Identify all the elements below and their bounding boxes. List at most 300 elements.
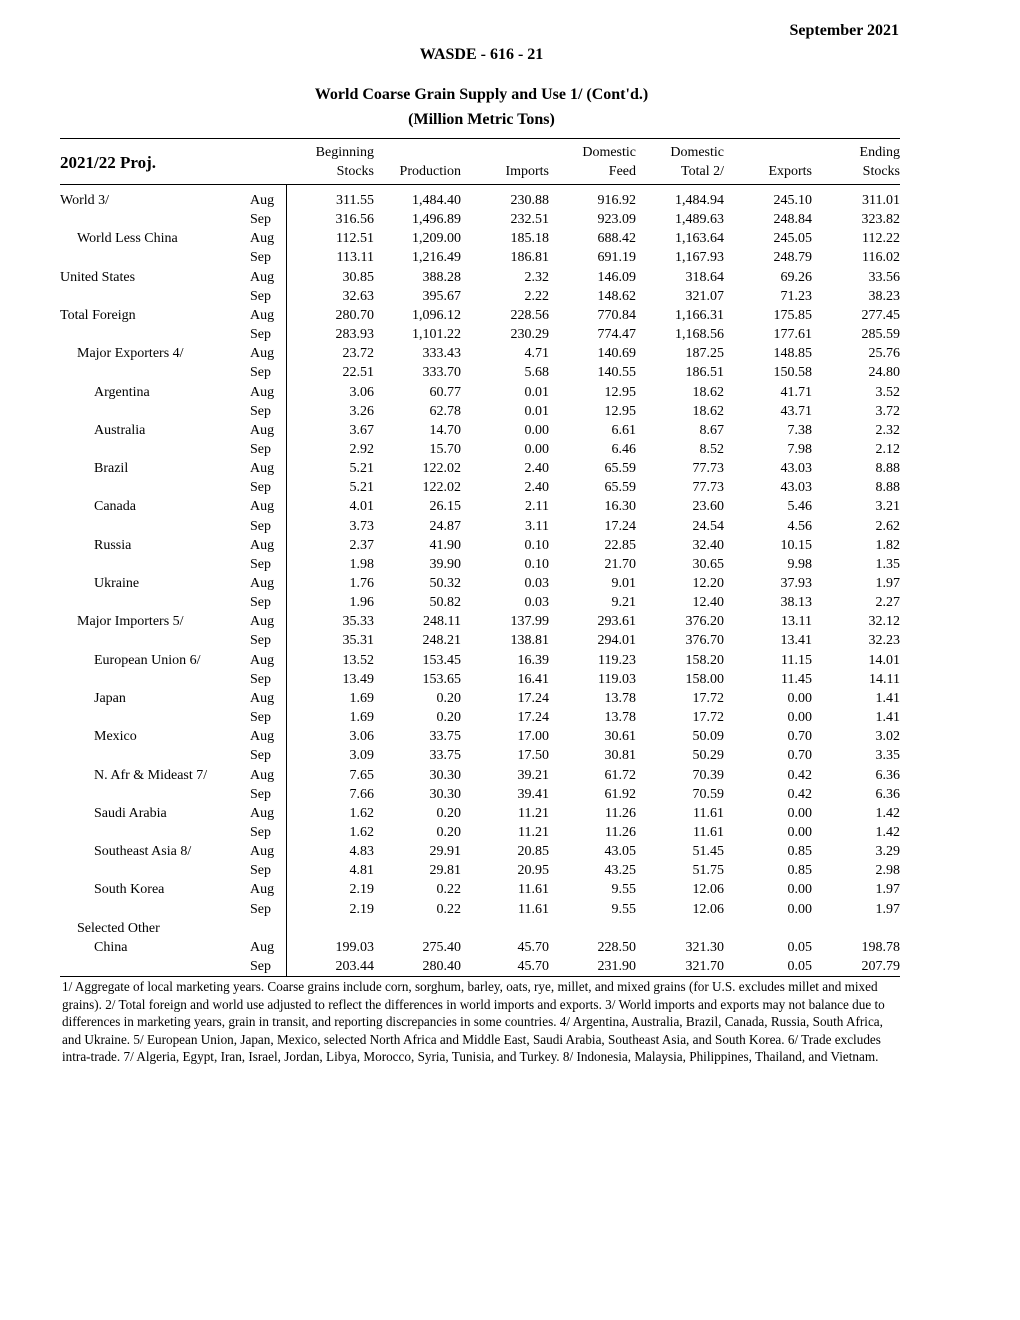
- cell-exports: 0.00: [787, 824, 812, 840]
- cell-imports: 3.11: [525, 518, 549, 534]
- cell-production: 50.32: [429, 576, 461, 591]
- row-month: Sep: [250, 959, 271, 974]
- cell-imports: 17.24: [517, 690, 549, 706]
- table-row: [60, 861, 900, 880]
- cell-production: 0.20: [436, 824, 461, 840]
- cell-ending-stocks: 1.41: [875, 690, 900, 706]
- cell-ending-stocks: 311.01: [862, 193, 900, 208]
- cell-production: 0.20: [436, 710, 461, 726]
- row-month: Sep: [250, 863, 271, 879]
- row-month: Sep: [250, 365, 271, 381]
- cell-domestic-feed: 691.19: [597, 250, 636, 266]
- cell-imports: 0.03: [524, 576, 549, 591]
- row-month: Aug: [250, 384, 275, 400]
- cell-domestic-total: 50.29: [692, 748, 724, 764]
- cell-ending-stocks: 6.36: [875, 767, 900, 783]
- cell-production: 122.02: [422, 480, 461, 496]
- row-label: Major Exporters 4/: [77, 346, 184, 362]
- table-row: [60, 900, 900, 919]
- row-month: Sep: [250, 633, 271, 649]
- cell-production: 333.70: [422, 365, 461, 381]
- table-row: [60, 287, 900, 306]
- cell-imports: 45.70: [517, 959, 549, 974]
- cell-exports: 0.85: [787, 844, 812, 860]
- cell-exports: 0.70: [787, 729, 812, 745]
- row-month: Sep: [250, 288, 271, 304]
- cell-exports: 9.98: [787, 556, 812, 572]
- table-row: [60, 823, 900, 842]
- cell-imports: 17.00: [517, 729, 549, 745]
- cell-ending-stocks: 3.02: [875, 729, 900, 745]
- cell-exports: 0.00: [787, 882, 812, 898]
- cell-domestic-total: 17.72: [692, 690, 724, 706]
- cell-production: 388.28: [422, 269, 461, 285]
- cell-exports: 0.00: [787, 710, 812, 726]
- cell-ending-stocks: 14.11: [869, 671, 900, 687]
- cell-domestic-feed: 21.70: [604, 556, 636, 572]
- cell-domestic-feed: 17.24: [604, 518, 636, 534]
- cell-domestic-feed: 6.61: [611, 422, 636, 438]
- row-label: Ukraine: [94, 576, 140, 591]
- cell-ending-stocks: 2.27: [875, 595, 900, 611]
- cell-ending-stocks: 8.88: [875, 461, 900, 477]
- cell-domestic-feed: 294.01: [597, 633, 636, 649]
- cell-beginning-stocks: 1.76: [349, 576, 374, 591]
- cell-imports: 20.95: [517, 863, 549, 879]
- cell-ending-stocks: 1.97: [875, 901, 900, 917]
- row-month: Aug: [250, 614, 275, 630]
- cell-production: 248.11: [423, 614, 461, 630]
- row-label: World Less China: [77, 231, 178, 247]
- cell-production: 0.20: [436, 805, 461, 821]
- cell-domestic-feed: 9.55: [611, 901, 636, 917]
- cell-ending-stocks: 277.45: [861, 307, 900, 323]
- cell-beginning-stocks: 1.62: [349, 824, 374, 840]
- table-row: [60, 593, 900, 612]
- cell-domestic-feed: 688.42: [597, 231, 636, 247]
- cell-ending-stocks: 112.22: [862, 231, 900, 247]
- cell-beginning-stocks: 23.72: [342, 346, 374, 362]
- row-month: Aug: [250, 346, 275, 362]
- cell-domestic-feed: 43.05: [604, 844, 636, 860]
- cell-imports: 185.18: [510, 231, 549, 247]
- cell-ending-stocks: 25.76: [868, 346, 900, 362]
- cell-domestic-feed: 61.92: [604, 786, 636, 802]
- table-row: [60, 689, 900, 708]
- cell-exports: 71.23: [780, 288, 812, 304]
- cell-beginning-stocks: 3.26: [349, 403, 374, 419]
- header-bottom-rule: [60, 184, 900, 185]
- col-header-exports: Exports: [768, 164, 812, 179]
- row-label: Japan: [94, 690, 126, 706]
- cell-imports: 138.81: [510, 633, 549, 649]
- cell-exports: 175.85: [773, 307, 812, 323]
- cell-ending-stocks: 24.80: [868, 365, 900, 381]
- cell-beginning-stocks: 203.44: [335, 959, 374, 974]
- table-top-rule: [60, 138, 900, 139]
- cell-production: 248.21: [422, 633, 461, 649]
- cell-domestic-total: 1,484.94: [675, 193, 724, 208]
- cell-exports: 245.10: [773, 193, 812, 208]
- row-label: China: [94, 939, 128, 955]
- cell-production: 122.02: [422, 461, 461, 477]
- cell-domestic-feed: 30.81: [604, 748, 636, 764]
- row-label: Saudi Arabia: [94, 805, 167, 821]
- cell-ending-stocks: 6.36: [875, 786, 900, 802]
- cell-imports: 2.11: [525, 499, 549, 515]
- table-row: [60, 880, 900, 899]
- cell-exports: 7.98: [787, 441, 812, 457]
- cell-imports: 17.50: [517, 748, 549, 764]
- cell-beginning-stocks: 280.70: [335, 307, 374, 323]
- cell-production: 33.75: [429, 729, 461, 745]
- cell-production: 0.22: [436, 901, 461, 917]
- cell-production: 1,096.12: [412, 307, 461, 323]
- row-month: Aug: [250, 652, 275, 668]
- cell-beginning-stocks: 4.01: [349, 499, 374, 515]
- cell-beginning-stocks: 3.67: [349, 422, 374, 438]
- cell-imports: 230.29: [510, 327, 549, 343]
- cell-production: 30.30: [429, 767, 461, 783]
- row-label: Selected Other: [77, 920, 160, 936]
- cell-imports: 45.70: [517, 939, 549, 955]
- cell-beginning-stocks: 311.55: [336, 193, 374, 208]
- cell-domestic-feed: 923.09: [597, 212, 636, 228]
- cell-ending-stocks: 32.23: [868, 633, 900, 649]
- cell-beginning-stocks: 5.21: [349, 461, 374, 477]
- cell-production: 62.78: [429, 403, 461, 419]
- cell-domestic-total: 318.64: [685, 269, 724, 285]
- cell-domestic-total: 24.54: [692, 518, 724, 534]
- cell-production: 60.77: [429, 384, 461, 400]
- cell-domestic-feed: 11.26: [605, 824, 636, 840]
- row-month: Aug: [250, 767, 275, 783]
- cell-production: 333.43: [422, 346, 461, 362]
- cell-domestic-feed: 119.23: [598, 652, 636, 668]
- col-header-beginning-stocks: Beginning Stocks: [315, 145, 374, 179]
- table-row: [60, 210, 900, 229]
- cell-ending-stocks: 33.56: [868, 269, 900, 285]
- row-month: Sep: [250, 403, 271, 419]
- page-subtitle: (Million Metric Tons): [408, 111, 555, 128]
- cell-exports: 150.58: [773, 365, 812, 381]
- table-row: [60, 363, 900, 382]
- cell-domestic-feed: 293.61: [597, 614, 636, 630]
- cell-imports: 11.61: [518, 901, 549, 917]
- cell-exports: 248.84: [773, 212, 812, 228]
- cell-beginning-stocks: 2.92: [349, 441, 374, 457]
- row-month: Sep: [250, 556, 271, 572]
- cell-exports: 13.11: [781, 614, 812, 630]
- cell-imports: 20.85: [517, 844, 549, 860]
- row-label: World 3/: [60, 193, 110, 208]
- cell-production: 1,209.00: [412, 231, 461, 247]
- cell-imports: 186.81: [510, 250, 549, 266]
- cell-ending-stocks: 2.32: [875, 422, 900, 438]
- cell-domestic-feed: 140.55: [597, 365, 636, 381]
- table-row: [60, 459, 900, 478]
- cell-beginning-stocks: 35.31: [342, 633, 374, 649]
- cell-exports: 0.00: [787, 901, 812, 917]
- table-row: [60, 612, 900, 631]
- cell-exports: 43.03: [780, 461, 812, 477]
- row-label: Canada: [94, 499, 136, 515]
- row-month: Aug: [250, 461, 275, 477]
- cell-beginning-stocks: 7.66: [349, 786, 374, 802]
- cell-exports: 13.41: [780, 633, 812, 649]
- row-month: Sep: [250, 518, 271, 534]
- cell-beginning-stocks: 1.98: [349, 556, 374, 572]
- col-header-ending-stocks: Ending Stocks: [859, 145, 900, 179]
- cell-production: 0.20: [436, 690, 461, 706]
- cell-exports: 4.56: [787, 518, 812, 534]
- cell-ending-stocks: 1.42: [875, 824, 900, 840]
- cell-domestic-feed: 30.61: [604, 729, 636, 745]
- cell-domestic-total: 321.30: [685, 939, 724, 955]
- cell-ending-stocks: 1.41: [875, 710, 900, 726]
- cell-beginning-stocks: 4.81: [349, 863, 374, 879]
- cell-domestic-feed: 12.95: [604, 384, 636, 400]
- col-header-production: Production: [399, 164, 461, 179]
- cell-domestic-feed: 228.50: [597, 939, 636, 955]
- row-month: Aug: [250, 576, 275, 591]
- cell-imports: 2.32: [524, 269, 549, 285]
- cell-beginning-stocks: 199.03: [335, 939, 374, 955]
- cell-imports: 232.51: [510, 212, 549, 228]
- cell-domestic-total: 70.59: [692, 786, 724, 802]
- table-row: [60, 497, 900, 516]
- cell-domestic-feed: 43.25: [604, 863, 636, 879]
- row-month: Aug: [250, 307, 275, 323]
- cell-production: 1,216.49: [412, 250, 461, 266]
- cell-domestic-feed: 146.09: [597, 269, 636, 285]
- cell-exports: 245.05: [773, 231, 812, 247]
- table-row: [60, 306, 900, 325]
- cell-domestic-total: 8.67: [699, 422, 724, 438]
- cell-domestic-feed: 13.78: [604, 690, 636, 706]
- table-row: [60, 248, 900, 267]
- row-month: Aug: [250, 422, 275, 438]
- cell-exports: 43.03: [780, 480, 812, 496]
- cell-beginning-stocks: 1.96: [349, 595, 374, 611]
- cell-exports: 7.38: [787, 422, 812, 438]
- row-month: Aug: [250, 729, 275, 745]
- row-month: Aug: [250, 882, 275, 898]
- row-month: Aug: [250, 690, 275, 706]
- cell-production: 280.40: [422, 959, 461, 974]
- table-row: [60, 536, 900, 555]
- cell-exports: 5.46: [787, 499, 812, 515]
- row-month: Aug: [250, 193, 275, 208]
- cell-ending-stocks: 116.02: [862, 250, 900, 266]
- row-month: Sep: [250, 441, 271, 457]
- row-month: Aug: [250, 269, 275, 285]
- table-row: [60, 402, 900, 421]
- cell-imports: 17.24: [517, 710, 549, 726]
- cell-exports: 11.45: [781, 671, 812, 687]
- row-month: Sep: [250, 786, 271, 802]
- cell-domestic-feed: 13.78: [604, 710, 636, 726]
- cell-domestic-total: 1,163.64: [675, 231, 724, 247]
- cell-exports: 10.15: [780, 537, 812, 553]
- table-bottom-rule: [60, 976, 900, 977]
- cell-imports: 5.68: [524, 365, 549, 381]
- cell-exports: 41.71: [780, 384, 812, 400]
- cell-exports: 177.61: [773, 327, 812, 343]
- cell-domestic-total: 11.61: [693, 805, 724, 821]
- cell-ending-stocks: 2.12: [875, 441, 900, 457]
- cell-domestic-total: 18.62: [692, 403, 724, 419]
- cell-imports: 230.88: [510, 193, 549, 208]
- row-month: Sep: [250, 250, 271, 266]
- cell-domestic-total: 51.45: [692, 844, 724, 860]
- cell-production: 26.15: [429, 499, 461, 515]
- cell-beginning-stocks: 112.51: [336, 231, 374, 247]
- cell-exports: 11.15: [781, 652, 812, 668]
- cell-exports: 43.71: [780, 403, 812, 419]
- cell-domestic-feed: 6.46: [611, 441, 636, 457]
- cell-beginning-stocks: 1.69: [349, 690, 374, 706]
- cell-beginning-stocks: 13.49: [342, 671, 374, 687]
- cell-ending-stocks: 207.79: [861, 959, 900, 974]
- row-month: Aug: [250, 844, 275, 860]
- cell-production: 153.65: [422, 671, 461, 687]
- cell-production: 50.82: [429, 595, 461, 611]
- cell-imports: 228.56: [510, 307, 549, 323]
- table-row: [60, 574, 900, 593]
- row-label: Southeast Asia 8/: [94, 844, 192, 860]
- cell-ending-stocks: 3.35: [875, 748, 900, 764]
- table-row: [60, 938, 900, 957]
- cell-domestic-total: 187.25: [685, 346, 724, 362]
- cell-beginning-stocks: 2.19: [349, 882, 374, 898]
- cell-domestic-feed: 140.69: [597, 346, 636, 362]
- table-row: [60, 229, 900, 248]
- cell-exports: 37.93: [780, 576, 812, 591]
- col-header-imports: Imports: [505, 164, 549, 179]
- row-label: Major Importers 5/: [77, 614, 184, 630]
- report-date: September 2021: [789, 22, 899, 39]
- cell-beginning-stocks: 7.65: [349, 767, 374, 783]
- cell-domestic-total: 1,167.93: [675, 250, 724, 266]
- cell-production: 0.22: [436, 882, 461, 898]
- cell-domestic-feed: 119.03: [598, 671, 636, 687]
- cell-ending-stocks: 8.88: [875, 480, 900, 496]
- table-row: [60, 268, 900, 287]
- cell-domestic-total: 77.73: [692, 461, 724, 477]
- cell-domestic-feed: 16.30: [604, 499, 636, 515]
- row-label: Mexico: [94, 729, 137, 745]
- cell-domestic-total: 12.20: [692, 576, 724, 591]
- cell-production: 153.45: [422, 652, 461, 668]
- col-header-domestic-feed: Domestic Feed: [582, 145, 636, 179]
- cell-exports: 0.85: [787, 863, 812, 879]
- row-month: Sep: [250, 824, 271, 840]
- row-month: Sep: [250, 595, 271, 611]
- cell-production: 33.75: [429, 748, 461, 764]
- row-month: Aug: [250, 499, 275, 515]
- row-month: Sep: [250, 480, 271, 496]
- cell-domestic-feed: 65.59: [604, 480, 636, 496]
- cell-ending-stocks: 323.82: [861, 212, 900, 228]
- row-month: Aug: [250, 231, 275, 247]
- table-row: [60, 746, 900, 765]
- cell-beginning-stocks: 13.52: [342, 652, 374, 668]
- table-row: [60, 670, 900, 689]
- cell-beginning-stocks: 3.06: [349, 729, 374, 745]
- cell-imports: 0.03: [524, 595, 549, 611]
- table-row: [60, 555, 900, 574]
- cell-domestic-total: 321.70: [685, 959, 724, 974]
- cell-imports: 16.41: [517, 671, 549, 687]
- cell-ending-stocks: 1.35: [875, 556, 900, 572]
- table-row: [60, 478, 900, 497]
- row-month: Sep: [250, 710, 271, 726]
- cell-production: 29.81: [429, 863, 461, 879]
- cell-exports: 148.85: [773, 346, 812, 362]
- cell-beginning-stocks: 113.11: [336, 250, 374, 266]
- page-title: World Coarse Grain Supply and Use 1/ (Cont'd.): [314, 86, 649, 103]
- cell-domestic-total: 12.40: [692, 595, 724, 611]
- row-label: United States: [60, 269, 136, 285]
- cell-beginning-stocks: 22.51: [342, 365, 374, 381]
- cell-beginning-stocks: 32.63: [342, 288, 374, 304]
- cell-production: 14.70: [429, 422, 461, 438]
- row-month: Aug: [250, 805, 275, 821]
- cell-production: 41.90: [429, 537, 461, 553]
- cell-production: 24.87: [429, 518, 461, 534]
- table-row: [60, 842, 900, 861]
- cell-beginning-stocks: 283.93: [335, 327, 374, 343]
- row-month: Sep: [250, 748, 271, 764]
- cell-domestic-total: 30.65: [692, 556, 724, 572]
- cell-domestic-total: 77.73: [692, 480, 724, 496]
- cell-ending-stocks: 1.97: [875, 576, 900, 591]
- cell-ending-stocks: 1.42: [875, 805, 900, 821]
- cell-domestic-total: 32.40: [692, 537, 724, 553]
- table-row: [60, 517, 900, 536]
- row-month: Sep: [250, 901, 271, 917]
- cell-imports: 0.10: [524, 537, 549, 553]
- row-label: N. Afr & Mideast 7/: [94, 767, 208, 783]
- cell-beginning-stocks: 2.37: [349, 537, 374, 553]
- cell-exports: 69.26: [780, 269, 812, 285]
- table-row: [60, 766, 900, 785]
- cell-domestic-total: 8.52: [699, 441, 724, 457]
- cell-production: 29.91: [429, 844, 461, 860]
- cell-domestic-feed: 9.01: [611, 576, 636, 591]
- row-month: Sep: [250, 327, 271, 343]
- row-month: Sep: [250, 212, 271, 228]
- table-row: [60, 727, 900, 746]
- row-label: South Korea: [94, 882, 165, 898]
- cell-exports: 0.42: [787, 786, 812, 802]
- cell-domestic-total: 11.61: [693, 824, 724, 840]
- cell-production: 1,496.89: [412, 212, 461, 228]
- cell-domestic-feed: 148.62: [597, 288, 636, 304]
- cell-imports: 4.71: [524, 346, 549, 362]
- cell-imports: 2.40: [524, 480, 549, 496]
- cell-domestic-total: 70.39: [692, 767, 724, 783]
- cell-domestic-total: 376.20: [685, 614, 724, 630]
- cell-domestic-total: 158.00: [685, 671, 724, 687]
- cell-ending-stocks: 3.21: [875, 499, 900, 515]
- table-header: [60, 142, 900, 184]
- cell-imports: 0.00: [524, 441, 549, 457]
- row-label: Total Foreign: [60, 307, 136, 323]
- row-month: Aug: [250, 537, 275, 553]
- table-row: [60, 708, 900, 727]
